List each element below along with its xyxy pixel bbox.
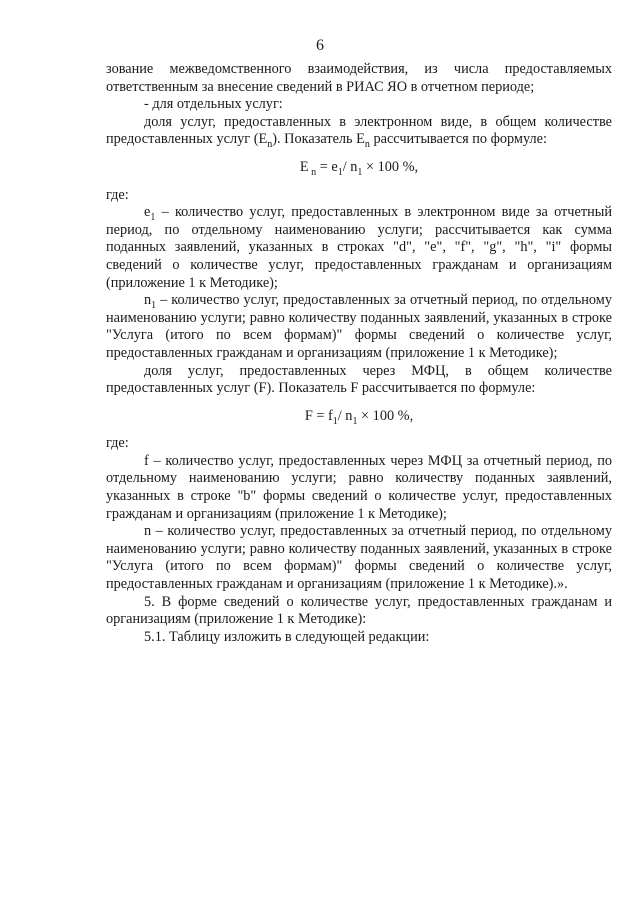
formula-electronic-share: E $_n = e_1/$ $n_1 \times 100$ %, [299, 158, 419, 178]
definition-f: f – количество услуг, предоставленных через МФЦ за отчетный период, по отдельному наименованию услуги; равно количеству поданных заявлений, указанных в строке "b" формы сведений о количестве услуг, предоставленных гражданам и организациям (приложение 1 к Методике); [106, 452, 612, 522]
document-body [106, 61, 612, 646]
definition-n: n – количество услуг, предоставленных за отчетный период, по отдельному наименованию услуги; равно количеству поданных заявлений, указанных в строке "Услуга (итого по всем формам)" формы сведений о количестве услуг, предоставленных гражданам и организациям (приложение 1 к Методике).». [106, 523, 612, 593]
formula-mfc-share: $F = f_1/$ $n_1 \times 100$ %, [304, 407, 414, 427]
paragraph-item-5-1: 5.1. Таблицу изложить в следующей редакции: [144, 628, 430, 645]
paragraph-electronic-share: доля услуг, предоставленных в электронном виде, в общем количестве предоставленных услуг $(E_n)$. Показатель $E_n$ рассчитывается по формуле: [106, 113, 612, 151]
paragraph-item-5: 5. В форме сведений о количестве услуг, предоставленных гражданам и организациям (приложение 1 к Методике): [106, 593, 612, 628]
page-number: 6 [316, 37, 324, 54]
definition-n1: $n_1$ – количество услуг, предоставленных за отчетный период, по отдельному наименованию услуги; равно количеству поданных заявлений, указанных в строке "Услуга (итого по всем формам)" формы сведений о количестве услуг, предоставленных гражданам и организациям (приложение 1 к Методике); [106, 292, 612, 361]
paragraph-continuation: зование межведомственного взаимодействия, из числа предоставляемых ответственным за внесение сведений в РИАС ЯО в отчетном периоде; [106, 61, 612, 95]
definition-e1: $e_1$ – количество услуг, предоставленных в электронном виде за отчетный период, по отдельному наименованию услуги; рассчитывается как сумма поданных заявлений, указанных в строках "d", "e", "f", "g", "h", "i" формы сведений о количестве услуг, предоставленных гражданам и организациям (приложение 1 к Методике); [106, 204, 612, 291]
paragraph-mfc-share: доля услуг, предоставленных через МФЦ, в общем количестве предоставленных услуг (F). Показатель F рассчитывается по формуле: [106, 362, 612, 397]
paragraph-separate-services: - для отдельных услуг: [144, 96, 283, 113]
where-label: где: [106, 186, 129, 203]
where-label: где: [106, 435, 129, 452]
